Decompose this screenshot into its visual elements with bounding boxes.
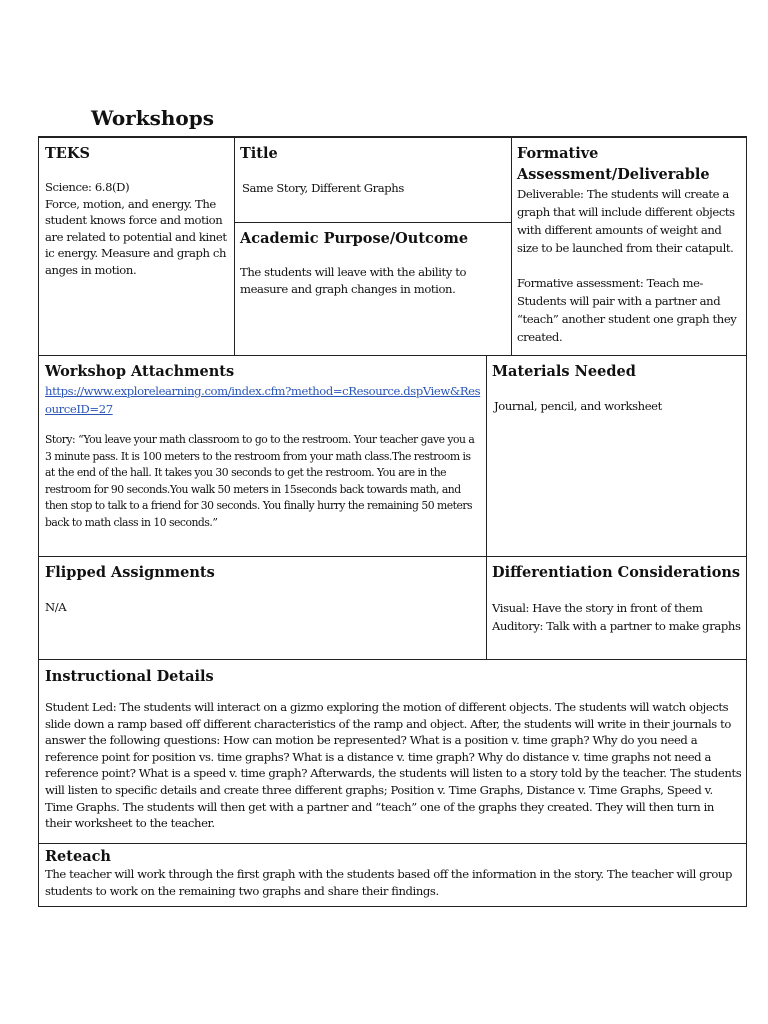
- formative-heading: Formative Assessment/Deliverable: [517, 145, 710, 183]
- formative-assessment: Formative assessment: Teach me- Students will pair with a partner and “teach” another student one graph they created.: [517, 276, 737, 344]
- page-title: Workshops: [91, 106, 214, 130]
- materials-body: Journal, pencil, and worksheet: [494, 399, 662, 413]
- teks-heading: TEKS: [45, 145, 90, 162]
- differentiation-heading: Differentiation Considerations: [492, 564, 741, 581]
- differentiation-cell: [492, 562, 742, 635]
- title-value: Same Story, Different Graphs: [242, 181, 404, 195]
- teks-cell: [45, 143, 231, 279]
- attachments-story: Story: “You leave your math classroom to go to the restroom. Your teacher gave you a 3 minute pass. It is 100 meters to the restroom from your math class.The restroom is at the end of the hall. It takes you 30 seconds to get the restroom. You are in the restroom for 90 seconds.You walk 50 meters in 15seconds back towards math, and then stop to talk to a friend for 30 seconds. You finally hurry the remaining 50 meters back to math class in 10 seconds.”: [45, 433, 475, 529]
- academic-purpose-heading: Academic Purpose/Outcome: [240, 230, 469, 247]
- reteach-heading: Reteach: [45, 848, 111, 865]
- col-divider-formative: [511, 136, 512, 356]
- row-divider-4: [38, 843, 747, 844]
- academic-purpose-body: The students will leave with the ability to measure and graph changes in motion.: [240, 265, 467, 296]
- instructional-cell: [45, 666, 742, 832]
- attachments-link[interactable]: https://www.explorelearning.com/index.cfm?method=cResource.dspView&ResourceID=27: [45, 384, 481, 416]
- reteach-cell: [45, 848, 742, 899]
- materials-heading: Materials Needed: [492, 363, 636, 380]
- flipped-heading: Flipped Assignments: [45, 564, 215, 581]
- right-border: [746, 136, 747, 907]
- materials-cell: [492, 361, 742, 415]
- flipped-body: N/A: [45, 600, 67, 614]
- title-purpose-divider: [234, 222, 512, 223]
- row-divider-3: [38, 659, 747, 660]
- teks-body: Force, motion, and energy. The student knows force and motion are related to potential and kinet ic energy. Measure and graph ch anges in motion.: [45, 196, 227, 277]
- reteach-body: The teacher will work through the first graph with the students based off the information in the story. The teacher will group students to work on the remaining two graphs and share their findings.: [45, 867, 732, 898]
- row-divider-1: [38, 355, 747, 356]
- col-divider-teks: [234, 136, 235, 356]
- flipped-cell: [45, 562, 483, 616]
- academic-purpose-cell: [240, 228, 506, 297]
- top-border: [38, 136, 747, 138]
- title-heading: Title: [240, 145, 278, 162]
- formative-deliverable: Deliverable: The students will create a graph that will include different objects with different amounts of weight and size to be launched from their catapult.: [517, 187, 735, 255]
- differentiation-visual: Visual: Have the story in front of them: [492, 601, 703, 615]
- teks-code: Science: 6.8(D): [45, 180, 130, 194]
- row-divider-2: [38, 556, 747, 557]
- bottom-border: [38, 906, 747, 907]
- instructional-body: Student Led: The students will interact on a gizmo exploring the motion of different objects. The students will watch objects slide down a ramp based off different characteristics of the ramp and object. After, the students will write in their journals to answer the following questions: How can motion be represented? What is a position v. time graph? Why do you need a reference point for position vs. time graphs? What is a distance v. time graph? Why do distance v. time graphs not need a reference point? What is a speed v. time graph? Afterwards, the students will listen to a story told by the teacher. The students will listen to specific details and create three different graphs; Position v. Time Graphs, Distance v. Time Graphs, Speed v. Time Graphs. The students will then get with a partner and “teach” one of the graphs they created. They will then turn in their worksheet to the teacher.: [45, 700, 742, 831]
- left-border: [38, 136, 39, 907]
- formative-cell: [517, 143, 743, 346]
- instructional-heading: Instructional Details: [45, 668, 214, 685]
- attachments-cell: [45, 361, 483, 532]
- differentiation-auditory: Auditory: Talk with a partner to make graphs: [492, 619, 741, 633]
- title-cell: [240, 143, 506, 197]
- col-divider-lower: [486, 355, 487, 660]
- attachments-heading: Workshop Attachments: [45, 363, 235, 380]
